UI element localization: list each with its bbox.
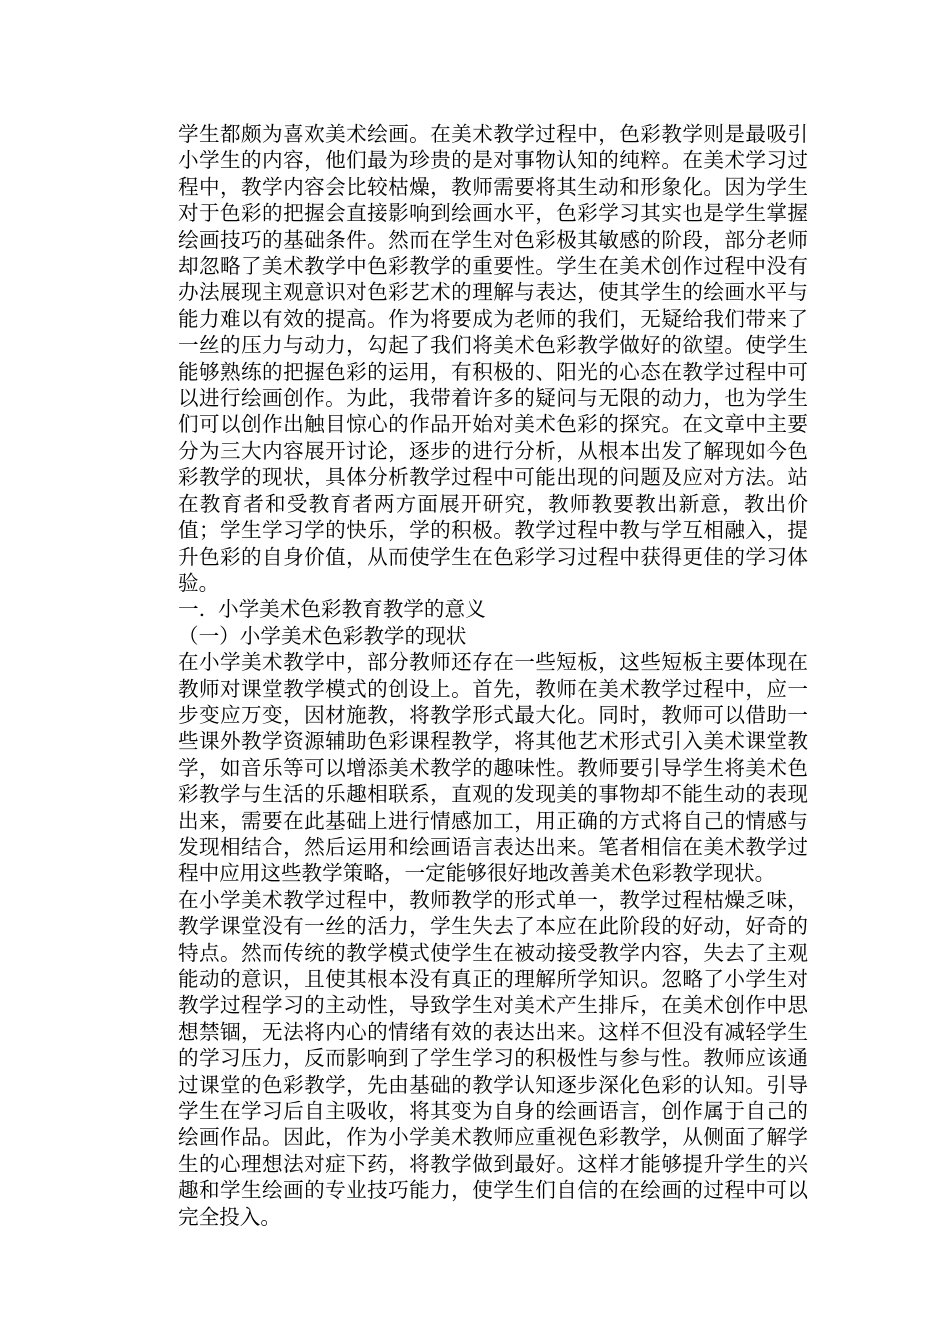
section-heading-1-number: 一. bbox=[178, 597, 206, 622]
section-heading-1-text: 小学美术色彩教育教学的意义 bbox=[218, 597, 486, 622]
body-paragraph-3: 在小学美术教学过程中，教师教学的形式单一，教学过程枯燥乏味，教学课堂没有一丝的活力，学生失去了本应在此阶段的好动，好奇的特点。然而传统的教学模式使学生在被动接受教学内容，失去了主观能动的意识，且使其根本没有真正的理解所学知识。忽略了小学生对教学过程学习的主动性，导致学生对美术产生排斥，在美术创作中思想禁锢，无法将内心的情绪有效的表达出来。这样不但没有减轻学生的学习压力，反而影响到了学生学习的积极性与参与性。教师应该通过课堂的色彩教学，先由基础的教学认知逐步深化色彩的认知。引导学生在学习后自主吸收，将其变为自身的绘画语言，创作属于自己的绘画作品。因此，作为小学美术教师应重视色彩教学，从侧面了解学生的心理想法对症下药，将教学做到最好。这样才能够提升学生的兴趣和学生绘画的专业技巧能力，使学生们自信的在绘画的过程中可以完全投入。 bbox=[178, 887, 808, 1229]
intro-paragraph: 学生都颇为喜欢美术绘画。在美术教学过程中，色彩教学则是最吸引小学生的内容，他们最为珍贵的是对事物认知的纯粹。在美术学习过程中，教学内容会比较枯燥，教师需要将其生动和形象化。因为学生对于色彩的把握会直接影响到绘画水平，色彩学习其实也是学生掌握绘画技巧的基础条件。然而在学生对色彩极其敏感的阶段，部分老师却忽略了美术教学中色彩教学的重要性。学生在美术创作过程中没有办法展现主观意识对色彩艺术的理解与表达，使其学生的绘画水平与能力难以有效的提高。作为将要成为老师的我们，无疑给我们带来了一丝的压力与动力，勾起了我们将美术色彩教学做好的欲望。使学生能够熟练的把握色彩的运用，有积极的、阳光的心态在教学过程中可以进行绘画创作。为此，我带着许多的疑问与无限的动力，也为学生们可以创作出触目惊心的作品开始对美术色彩的探究。在文章中主要分为三大内容展开讨论，逐步的进行分析，从根本出发了解现如今色彩教学的现状，具体分析教学过程中可能出现的问题及应对方法。站在教育者和受教育者两方面展开研究，教师教要教出新意，教出价值；学生学习学的快乐，学的积极。教学过程中教与学互相融入，提升色彩的自身价值，从而使学生在色彩学习过程中获得更佳的学习体验。 bbox=[178, 122, 808, 595]
section-heading-2 bbox=[178, 623, 808, 649]
section-heading-1 bbox=[178, 596, 808, 622]
section-heading-2-text: 小学美术色彩教学的现状 bbox=[239, 623, 467, 648]
body-paragraph-2: 在小学美术教学中，部分教师还存在一些短板，这些短板主要体现在教师对课堂教学模式的创设上。首先，教师在美术教学过程中，应一步变应万变，因材施教，将教学形式最大化。同时，教师可以借助一些课外教学资源辅助色彩课程教学，将其他艺术形式引入美术课堂教学，如音乐等可以增添美术教学的趣味性。教师要引导学生将美术色彩教学与生活的乐趣相联系，直观的发现美的事物却不能生动的表现出来，需要在此基础上进行情感加工，用正确的方式将自己的情感与发现相结合，然后运用和绘画语言表达出来。笔者相信在美术教学过程中应用这些教学策略，一定能够很好地改善美术色彩教学现状。 bbox=[178, 650, 808, 886]
document-page bbox=[178, 121, 808, 1230]
section-heading-2-number: （一） bbox=[178, 623, 240, 648]
